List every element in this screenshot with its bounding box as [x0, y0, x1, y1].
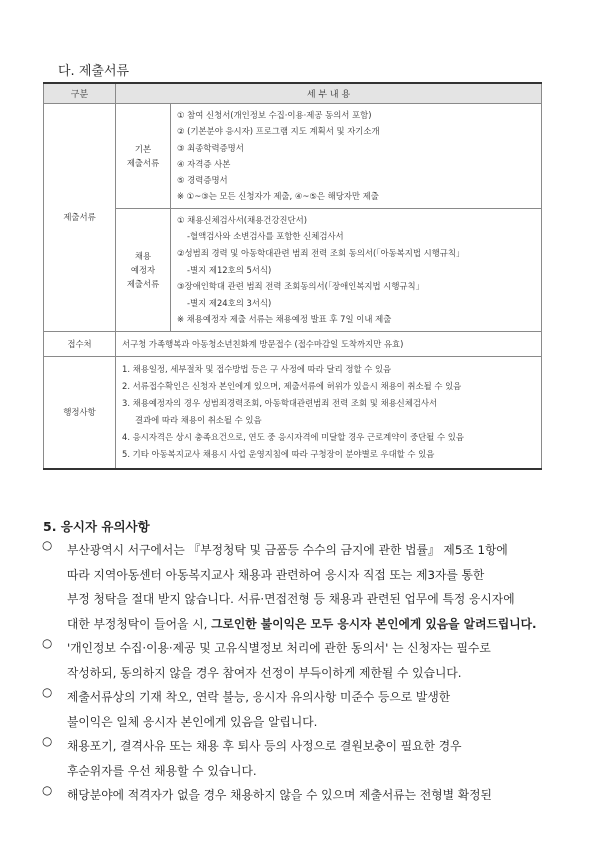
note-item: ○ 부산광역시 서구에서는 『부정청탁 및 금품등 수수의 금지에 관한 법률』 제5조 1항에 따라 지역아동센터 아동복지교사 채용과 관련하여 응시자 직접 또는 제3자를 통한 부정 청탁을 절대 받지 않습니다. 서류·면접전형 등 채용과 관련된 업무에 특정 응시자에 대한 부정청탁이 들어올 시, 그로인한 불이익은 모두 응시자 본인에게 있음을 알려드립니다.	[42, 538, 537, 631]
admin-label: 행정사항	[44, 356, 116, 469]
section5-title: 5. 응시자 유의사항	[43, 519, 150, 534]
list-item: ② (기본분야 응시자) 프로그램 지도 계획서 및 자기소개	[177, 126, 380, 137]
apply-label: 접수처	[44, 331, 116, 356]
circle-bullet-icon: ○	[42, 636, 53, 650]
list-item: -혈액검사와 소변검사를 포함한 신체검사서	[187, 231, 344, 242]
circle-bullet-icon: ○	[42, 685, 53, 699]
hire-docs-label: 채용 예정자 제출서류	[116, 208, 171, 331]
category-label: 제출서류	[44, 104, 116, 332]
list-item: ④ 자격증 사본	[177, 158, 231, 169]
list-item: ① 채용신체검사서(채용건강진단서)	[177, 214, 307, 225]
list-item: -별지 제12호의 5서식)	[187, 264, 272, 275]
basic-docs-list	[171, 104, 542, 209]
list-item: 1. 채용일정, 세부절차 및 접수방법 등은 구 사정에 따라 달리 정할 수 있음	[122, 363, 392, 374]
apply-text: 서구청 가족행복과 아동청소년친화계 방문접수 (접수마감일 도착까지만 유효)	[116, 331, 542, 356]
note-item: ○ '개인정보 수집·이용·제공 및 고유식별정보 처리에 관한 동의서' 는 신청자는 필수로 작성하되, 동의하지 않을 경우 참여자 선정이 부득이하게 제한될 수 있습니다.	[42, 636, 491, 680]
documents-table	[43, 82, 542, 470]
section-title: 다. 제출서류	[58, 64, 130, 79]
basic-docs-label: 기본 제출서류	[116, 104, 171, 209]
list-item: ③장애인학대 관련 범죄 전력 조회동의서(「장애인복지법 시행규칙」	[177, 281, 424, 292]
list-item: -별지 제24호의 3서식)	[187, 297, 272, 308]
note-item: ○ 채용포기, 결격사유 또는 채용 후 퇴사 등의 사정으로 결원보충이 필요한 경우 후순위자를 우선 채용할 수 있습니다.	[42, 734, 462, 778]
circle-bullet-icon: ○	[42, 734, 53, 748]
table-row	[44, 208, 542, 331]
list-item: 2. 서류접수확인은 신청자 본인에게 있으며, 제출서류에 허위가 있을시 채용이 취소될 수 있음	[122, 380, 462, 391]
table-row	[44, 331, 542, 356]
header-category: 구분	[44, 83, 116, 104]
list-item: ⑤ 경력증명서	[177, 175, 228, 186]
note-item: ○ 제출서류상의 기재 착오, 연락 불능, 응시자 유의사항 미준수 등으로 발생한 불이익은 일체 응시자 본인에게 있음을 알립니다.	[42, 685, 451, 729]
admin-list	[116, 356, 542, 469]
list-item: ③ 최종학력증명서	[177, 142, 244, 153]
warning-emphasis: 그로인한 불이익은 모두 응시자 본인에게 있음을 알려드립니다.	[211, 616, 537, 631]
hire-docs-list	[171, 208, 542, 331]
header-details: 세 부 내 용	[116, 83, 542, 104]
table-row	[44, 356, 542, 469]
notes-list	[42, 538, 562, 808]
list-item: 5. 기타 아동복지교사 채용시 사업 운영지침에 따라 구청장이 분야별로 우대할 수 있음	[122, 448, 435, 459]
table-header-row	[44, 83, 542, 104]
list-item: 결과에 따라 채용이 취소될 수 있음	[135, 414, 262, 425]
list-item: 3. 채용예정자의 경우 성범죄경력조회, 아동학대관련범죄 전력 조회 및 채용신체검사서	[122, 397, 438, 408]
circle-bullet-icon: ○	[42, 783, 53, 797]
table-row	[44, 104, 542, 209]
list-item: 4. 응시자격은 상시 충족요건으로, 연도 중 응시자격에 미달할 경우 근로계약이 중단될 수 있음	[122, 431, 464, 442]
list-item: ②성범죄 경력 및 아동학대관련 범죄 전력 조회 동의서(「아동복지법 시행규칙」	[177, 247, 465, 258]
list-item: ① 참여 신청서(개인정보 수집·이용·제공 동의서 포함)	[177, 110, 372, 120]
note-item: ○ 해당분야에 적격자가 없을 경우 채용하지 않을 수 있으며 제출서류는 전형별 확정된	[42, 783, 492, 802]
list-item: ※ ①~③는 모든 신청자가 제출, ④~⑤은 해당자만 제출	[177, 191, 379, 202]
list-item: ※ 채용예정자 제출 서류는 채용예정 발표 후 7일 이내 제출	[177, 314, 392, 325]
circle-bullet-icon: ○	[42, 538, 53, 552]
